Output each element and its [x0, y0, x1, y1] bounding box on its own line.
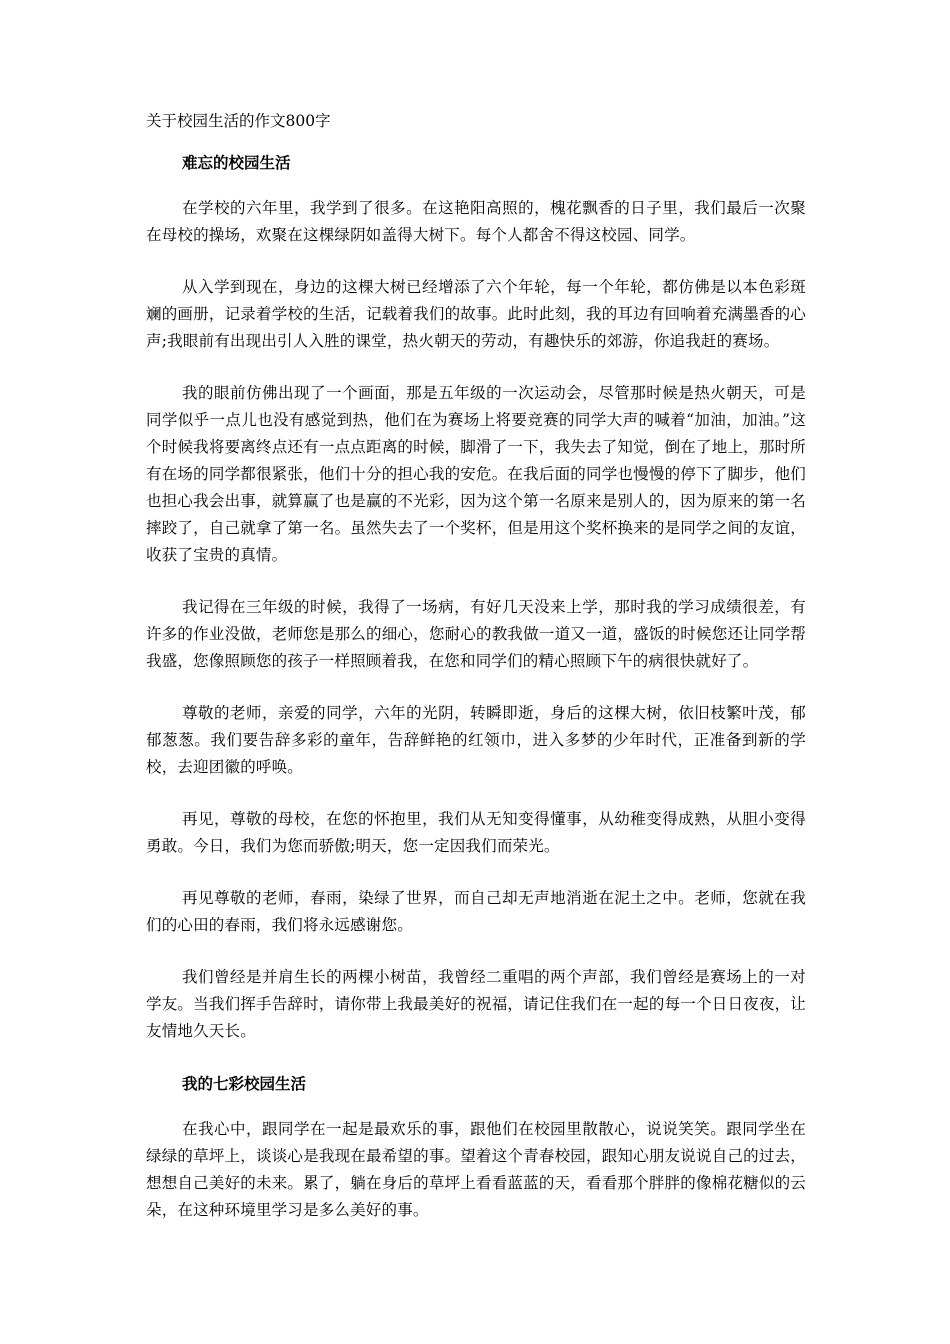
- paragraph: 从入学到现在，身边的这棵大树已经增添了六个年轮，每一个年轮，都仿佛是以本色彩斑斓的画册，记录着学校的生活，记载着我们的故事。此时此刻，我的耳边有回响着充满墨香的心声;我眼前有出现出引人入胜的课堂，热火朝天的劳动，有趣快乐的郊游，你追我赶的赛场。: [146, 278, 806, 350]
- paragraph: 在我心中，跟同学在一起是最欢乐的事，跟他们在校园里散散心，说说笑笑。跟同学坐在绿绿的草坪上，谈谈心是我现在最希望的事。望着这个青春校园，跟知心朋友说说自己的过去，想想自己美好的未来。累了，躺在身后的草坪上看看蓝蓝的天，看看那个胖胖的像棉花糖似的云朵，在这种环境里学习是多么美好的事。: [146, 1120, 806, 1219]
- section-heading: 难忘的校园生活: [182, 153, 291, 172]
- section-1: [146, 149, 806, 1045]
- section-heading: 我的七彩校园生活: [182, 1074, 307, 1093]
- paragraph: 再见，尊敬的母校，在您的怀抱里，我们从无知变得懂事，从幼稚变得成熟，从胆小变得勇敢。今日，我们为您而骄傲;明天，您一定因我们而荣光。: [146, 810, 806, 855]
- document-page: [146, 108, 806, 1249]
- paragraph: 我的眼前仿佛出现了一个画面，那是五年级的一次运动会，尽管那时候是热火朝天，可是同学似乎一点儿也没有感觉到热，他们在为赛场上将要竞赛的同学大声的喊着“加油，加油。”这个时候我将要离终点还有一点点距离的时候，脚滑了一下，我失去了知觉，倒在了地上，那时所有在场的同学都很紧张，他们十分的担心我的安危。在我后面的同学也慢慢的停下了脚步，他们也担心我会出事，就算赢了也是赢的不光彩，因为这个第一名原来是别人的，因为原来的第一名摔跤了，自己就拿了第一名。虽然失去了一个奖杯，但是用这个奖杯换来的是同学之间的友谊，收获了宝贵的真情。: [146, 384, 806, 564]
- paragraph: 在学校的六年里，我学到了很多。在这艳阳高照的，槐花飘香的日子里，我们最后一次聚在母校的操场，欢聚在这棵绿阴如盖得大树下。每个人都舍不得这校园、同学。: [146, 199, 806, 244]
- paragraph: 我记得在三年级的时候，我得了一场病，有好几天没来上学，那时我的学习成绩很差，有许多的作业没做，老师您是那么的细心，您耐心的教我做一道又一道，盛饭的时候您还让同学帮我盛，您像照顾您的孩子一样照顾着我，在您和同学们的精心照顾下午的病很快就好了。: [146, 598, 806, 670]
- document-title: 关于校园生活的作文800字: [146, 112, 331, 130]
- section-2: [146, 1070, 806, 1224]
- paragraph: 尊敬的老师，亲爱的同学，六年的光阴，转瞬即逝，身后的这棵大树，依旧枝繁叶茂，郁郁葱葱。我们要告辞多彩的童年，告辞鲜艳的红领巾，进入多梦的少年时代，正准备到新的学校，去迎团徽的呼唤。: [146, 704, 806, 776]
- paragraph: 再见尊敬的老师，春雨，染绿了世界，而自己却无声地消逝在泥土之中。老师，您就在我们的心田的春雨，我们将永远感谢您。: [146, 889, 806, 934]
- paragraph: 我们曾经是并肩生长的两棵小树苗，我曾经二重唱的两个声部，我们曾经是赛场上的一对学友。当我们挥手告辞时，请你带上我最美好的祝福，请记住我们在一起的每一个日日夜夜，让友情地久天长。: [146, 968, 806, 1040]
